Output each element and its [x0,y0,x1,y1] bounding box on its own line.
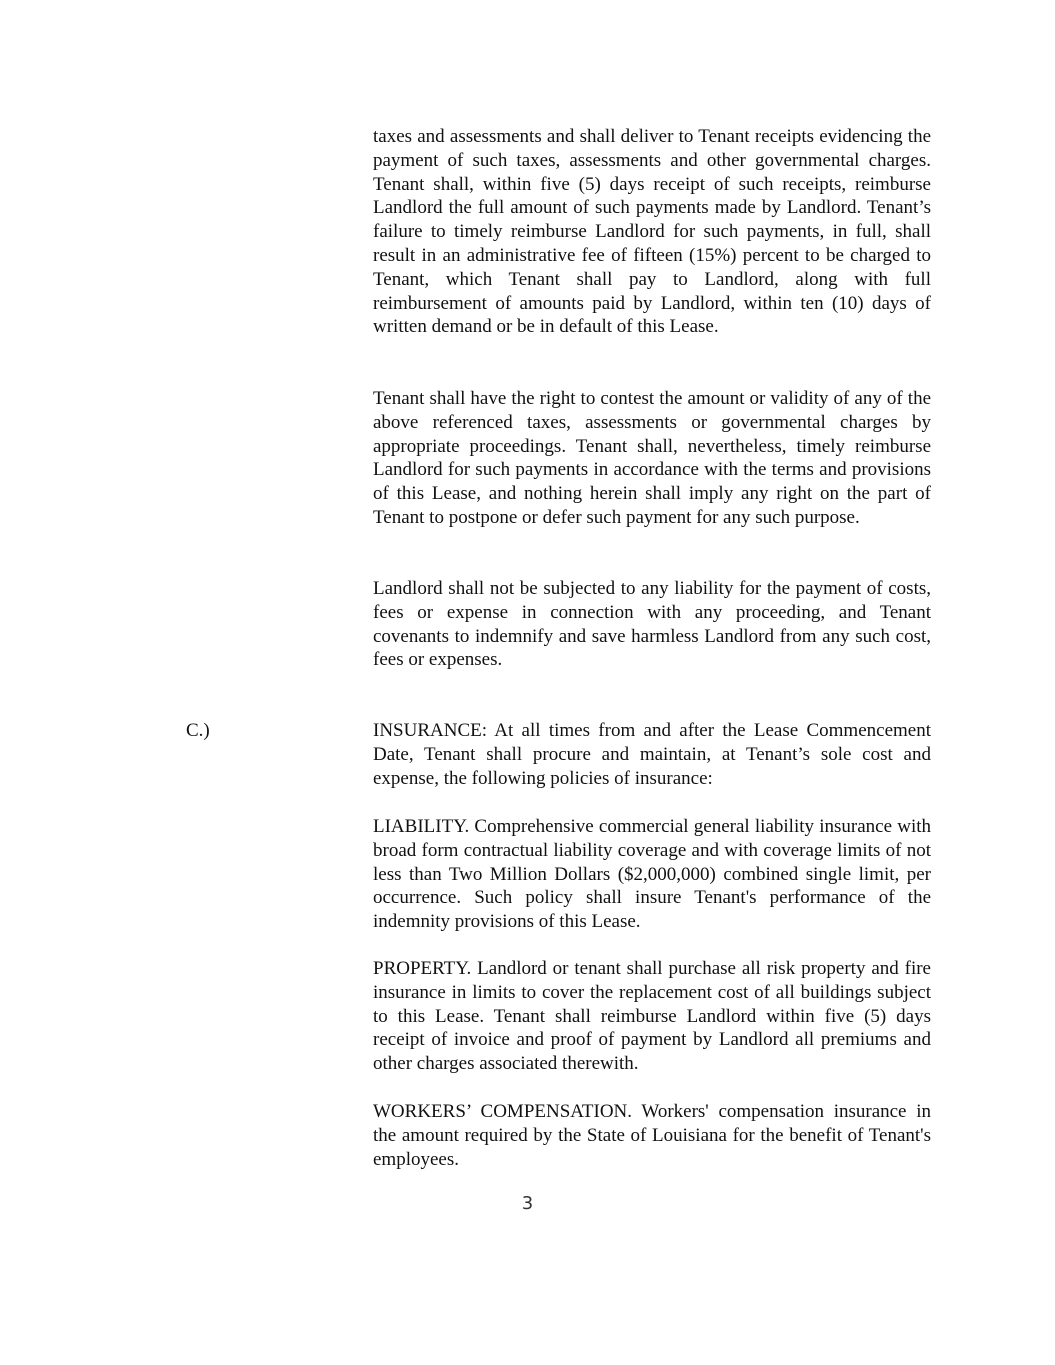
paragraph-liability: LIABILITY. Comprehensive commercial general liability insurance with broad form contractual liability coverage and with coverage limits of not less than Two Million Dollars ($2,000,000) combined single limit, per occurrence. Such policy shall insure Tenant's performance of the indemnity provisions of this Lease. [373,816,931,933]
paragraph-property: PROPERTY. Landlord or tenant shall purchase all risk property and fire insurance in limits to cover the replacement cost of all buildings subject to this Lease. Tenant shall reimburse Landlord within five (5) days receipt of invoice and proof of payment by Landlord all premiums and other charges associated therewith. [373,958,931,1075]
paragraph-workers-compensation: WORKERS’ COMPENSATION. Workers' compensation insurance in the amount required by the State of Louisiana for the benefit of Tenant's employees. [373,1101,931,1170]
page-number: 3 [521,1193,534,1214]
paragraph-landlord-liability: Landlord shall not be subjected to any liability for the payment of costs, fees or expense in connection with any proceeding, and Tenant covenants to indemnify and save harmless Landlord from any such cost, fees or expenses. [373,578,931,671]
paragraph-insurance: INSURANCE: At all times from and after the Lease Commencement Date, Tenant shall procure and maintain, at Tenant’s sole cost and expense, the following policies of insurance: [373,720,931,789]
paragraph-contest-taxes: Tenant shall have the right to contest the amount or validity of any of the above referenced taxes, assessments or governmental charges by appropriate proceedings. Tenant shall, nevertheless, timely reimburse Landlord for such payments in accordance with the terms and provisions of this Lease, and nothing herein shall imply any right on the part of Tenant to postpone or defer such payment for any such purpose. [373,388,931,528]
section-label: C.) [186,720,210,741]
paragraph-taxes-reimbursement: taxes and assessments and shall deliver to Tenant receipts evidencing the payment of such taxes, assessments and other governmental charges. Tenant shall, within five (5) days receipt of such receipts, reimburse Landlord the full amount of such payments made by Landlord. Tenant’s failure to timely reimburse Landlord for such payments, in full, shall result in an administrative fee of fifteen (15%) percent to be charged to Tenant, which Tenant shall pay to Landlord, along with full reimbursement of amounts paid by Landlord, within ten (10) days of written demand or be in default of this Lease. [373,126,931,338]
